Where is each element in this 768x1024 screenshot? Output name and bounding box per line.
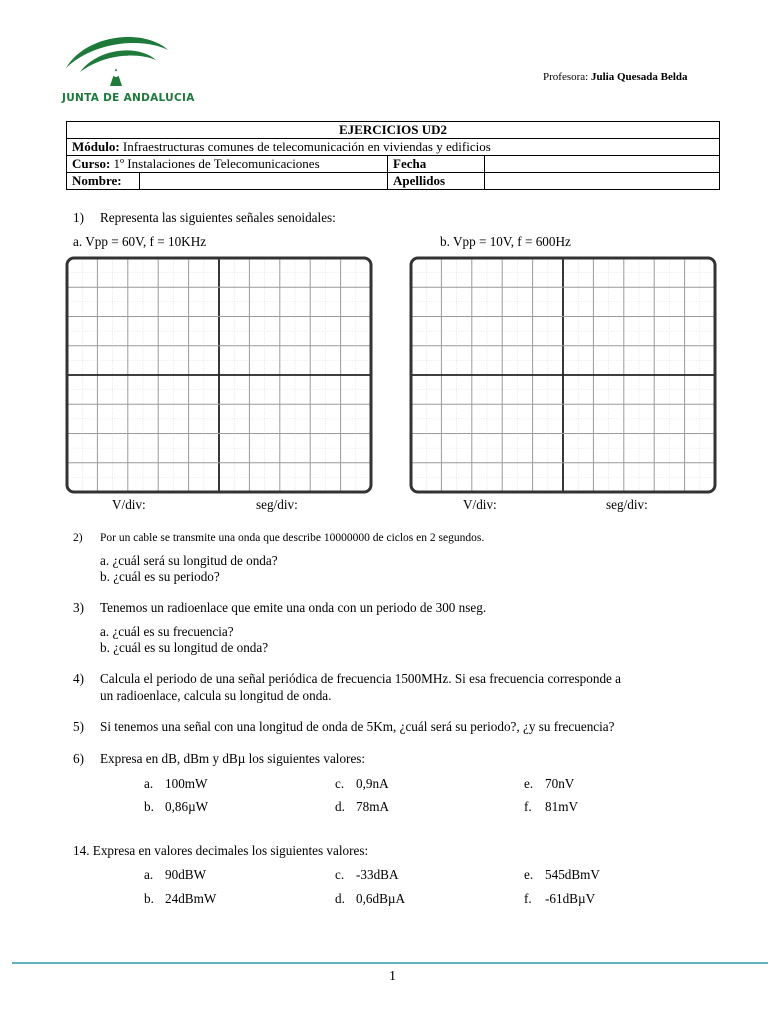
junta-andalucia-logo: [58, 28, 173, 90]
q6-item-f-value: 81mV: [545, 799, 578, 814]
q14-item-d-letter: d.: [335, 891, 345, 906]
grid-b-vdiv: V/div:: [463, 497, 497, 512]
logo-text: JUNTA DE ANDALUCIA: [62, 92, 195, 104]
q6-item-b-letter: b.: [144, 799, 154, 814]
q5-text: Si tenemos una señal con una longitud de onda de 5Km, ¿cuál será su periodo?, ¿y su frecuencia?: [100, 719, 615, 734]
q14-item-e-letter: e.: [524, 867, 534, 882]
q14-item-c-value: -33dBA: [356, 867, 399, 882]
grid-a-vdiv: V/div:: [112, 497, 146, 512]
q6-item-e-value: 70nV: [545, 776, 575, 791]
footer-divider: [12, 962, 768, 964]
curso-cell: [67, 156, 388, 173]
q4-line2: un radioenlace, calcula su longitud de onda.: [100, 688, 332, 703]
q6-item-d-letter: d.: [335, 799, 345, 814]
q6-item-c-value: 0,9nA: [356, 776, 389, 791]
nombre-field[interactable]: [140, 173, 388, 190]
q4-number: 4): [73, 671, 84, 686]
oscilloscope-grid-a[interactable]: [64, 255, 374, 495]
q4-line1: Calcula el periodo de una señal periódica de frecuencia 1500MHz. Si esa frecuencia corresponde a: [100, 671, 622, 686]
q2-number: 2): [73, 532, 83, 544]
q2-b: b. ¿cuál es su periodo?: [100, 569, 220, 584]
q6-item-f-letter: f.: [524, 799, 532, 814]
q6-item-d-value: 78mA: [356, 799, 389, 814]
q14-text: 14. Expresa en valores decimales los siguientes valores:: [73, 843, 369, 858]
q6-number: 6): [73, 751, 84, 766]
q2-a: a. ¿cuál será su longitud de onda?: [100, 553, 278, 568]
q14-item-b-value: 24dBmW: [165, 891, 217, 906]
oscilloscope-grid-b[interactable]: [408, 255, 718, 495]
q14-item-d-value: 0,6dBµA: [356, 891, 405, 906]
fecha-field[interactable]: [485, 156, 720, 173]
q1-text: Representa las siguientes señales senoidales:: [100, 210, 336, 225]
curso-label: Curso:: [72, 156, 111, 171]
q5-number: 5): [73, 719, 84, 734]
curso-value: 1º Instalaciones de Telecomunicaciones: [113, 156, 320, 171]
nombre-label: Nombre:: [67, 173, 140, 190]
q3-a: a. ¿cuál es su frecuencia?: [100, 624, 234, 639]
q14-item-f-letter: f.: [524, 891, 532, 906]
q6-item-c-letter: c.: [335, 776, 345, 791]
q14-item-a-value: 90dBW: [165, 867, 207, 882]
q1-b: b. Vpp = 10V, f = 600Hz: [440, 234, 571, 249]
q6-text: Expresa en dB, dBm y dBµ los siguientes valores:: [100, 751, 366, 766]
q6-item-a-value: 100mW: [165, 776, 208, 791]
grid-a-segdiv: seg/div:: [256, 497, 298, 512]
q14-item-e-value: 545dBmV: [545, 867, 600, 882]
q3-number: 3): [73, 600, 84, 615]
modulo-label: Módulo:: [72, 139, 120, 154]
q14-item-b-letter: b.: [144, 891, 154, 906]
teacher-line: [543, 71, 688, 83]
q3-text: Tenemos un radioenlace que emite una onda con un periodo de 300 nseg.: [100, 600, 487, 615]
header-form-table: [66, 121, 720, 190]
fecha-label: Fecha: [388, 156, 485, 173]
q1-a: a. Vpp = 60V, f = 10KHz: [73, 234, 207, 249]
q3-b: b. ¿cuál es su longitud de onda?: [100, 640, 269, 655]
modulo-value: Infraestructuras comunes de telecomunicación en viviendas y edificios: [122, 139, 491, 154]
page-number: 1: [389, 969, 396, 984]
modulo-row: [67, 139, 720, 156]
apellidos-field[interactable]: [485, 173, 720, 190]
form-title: EJERCICIOS UD2: [67, 122, 720, 139]
q14-item-a-letter: a.: [144, 867, 154, 882]
q14-item-f-value: -61dBµV: [545, 891, 596, 906]
grid-b-segdiv: seg/div:: [606, 497, 648, 512]
q6-item-a-letter: a.: [144, 776, 154, 791]
q14-item-c-letter: c.: [335, 867, 345, 882]
apellidos-label: Apellidos: [388, 173, 485, 190]
q6-item-b-value: 0,86µW: [165, 799, 209, 814]
teacher-name: Julia Quesada Belda: [590, 71, 688, 83]
q6-item-e-letter: e.: [524, 776, 534, 791]
q2-text: Por un cable se transmite una onda que describe 10000000 de ciclos en 2 segundos.: [100, 532, 485, 544]
q1-number: 1): [73, 210, 84, 225]
teacher-label: Profesora:: [543, 71, 589, 83]
